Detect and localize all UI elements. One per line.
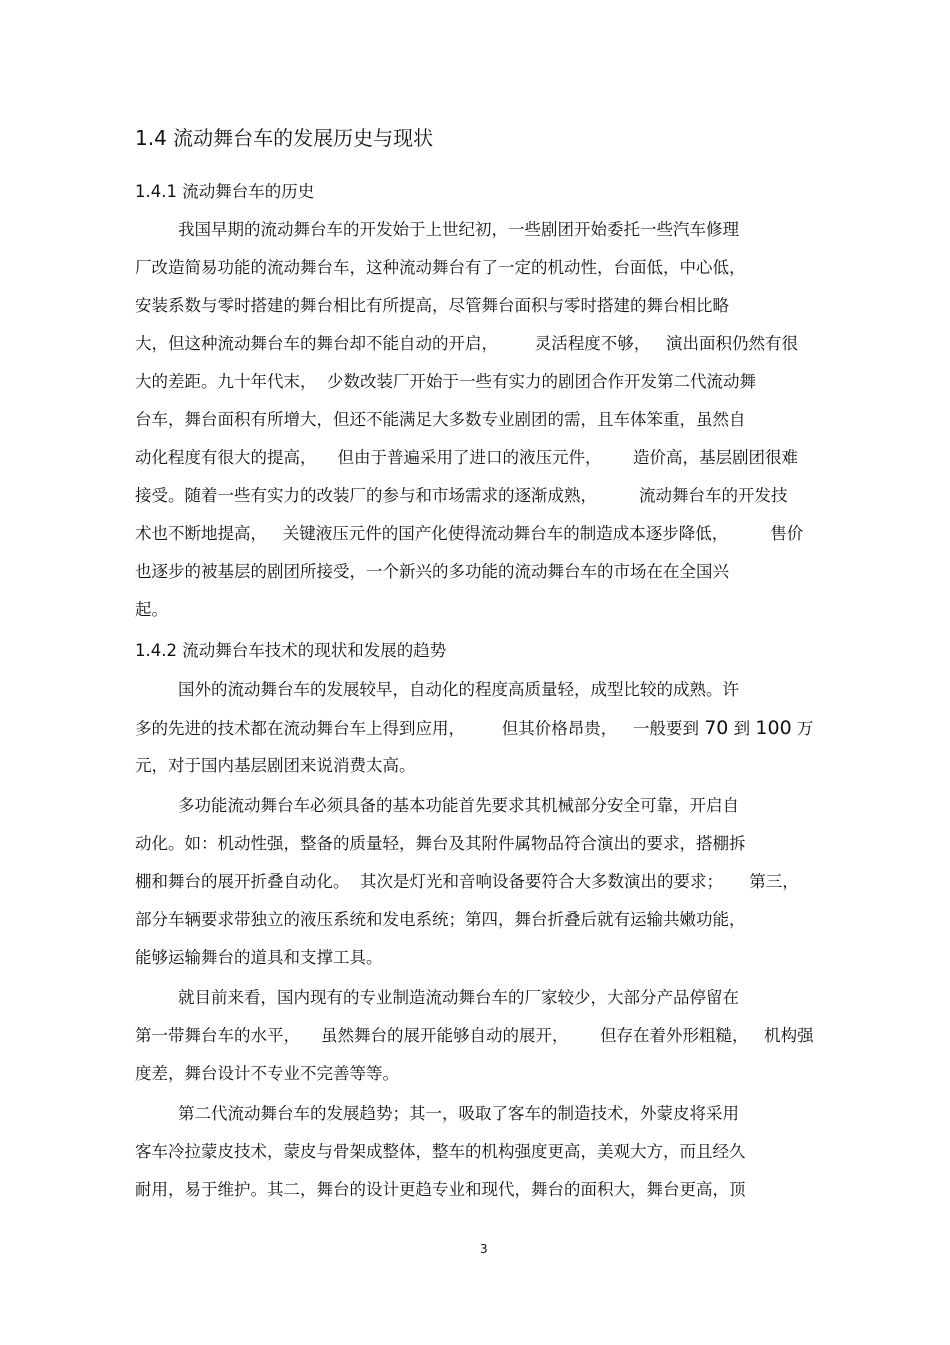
subsection-heading-status: 1.4.2 流动舞台车技术的现状和发展的趋势 [135, 641, 447, 660]
text-line: 也逐步的被基层的剧团所接受，一个新兴的多功能的流动舞台车的市场在在全国兴 [135, 562, 729, 581]
text-line: 大，但这种流动舞台车的舞台却不能自动的开启， 灵活程度不够， 演出面积仍然有很 [135, 334, 798, 353]
text-line: 厂改造简易功能的流动舞台车，这种流动舞台有了一定的机动性，台面低，中心低， [135, 258, 746, 277]
subsection-heading-history: 1.4.1 流动舞台车的历史 [135, 182, 315, 201]
text-line: 第二代流动舞台车的发展趋势；其一，吸取了客车的制造技术，外蒙皮将采用 [178, 1104, 739, 1123]
text-line: 起。 [135, 600, 168, 619]
text-line: 台车，舞台面积有所增大，但还不能满足大多数专业剧团的需，且车体笨重，虽然自 [135, 410, 746, 429]
text-line: 动化。如：机动性强，整备的质量轻，舞台及其附件属物品符合演出的要求，搭棚拆 [135, 834, 746, 853]
text-line: 大的差距。九十年代末， 少数改装厂开始于一些有实力的剧团合作开发第二代流动舞 [135, 372, 756, 391]
price-unit: 万 [791, 719, 814, 738]
price-low: 70 [704, 717, 729, 739]
page-number: 3 [480, 1242, 488, 1256]
text-line: 元，对于国内基层剧团来说消费太高。 [135, 756, 416, 775]
text-line: 多功能流动舞台车必须具备的基本功能首先要求其机械部分安全可靠，开启自 [178, 796, 739, 815]
text-line: 动化程度有很大的提高， 但由于普遍采用了进口的液压元件， 造价高，基层剧团很难 [135, 448, 798, 467]
text-line: 部分车辆要求带独立的液压系统和发电系统；第四，舞台折叠后就有运输共嫩功能， [135, 910, 746, 929]
text-line: 客车冷拉蒙皮技术，蒙皮与骨架成整体，整车的机构强度更高，美观大方，而且经久 [135, 1142, 746, 1161]
text-line: 术也不断地提高， 关键液压元件的国产化使得流动舞台车的制造成本逐步降低， 售价 [135, 524, 804, 543]
text-line: 棚和舞台的展开折叠自动化。 其次是灯光和音响设备要符合大多数演出的要求； 第三， [135, 872, 799, 891]
text-line: 能够运输舞台的道具和支撑工具。 [135, 948, 383, 967]
text-line: 就目前来看，国内现有的专业制造流动舞台车的厂家较少，大部分产品停留在 [178, 988, 739, 1007]
text-line: 第一带舞台车的水平， 虽然舞台的展开能够自动的展开， 但存在着外形粗糙， 机构强 [135, 1026, 814, 1045]
text-line: 度差，舞台设计不专业不完善等等。 [135, 1064, 399, 1083]
text-line [135, 716, 813, 741]
price-high: 100 [755, 717, 792, 739]
text-line: 安装系数与零时搭建的舞台相比有所提高，尽管舞台面积与零时搭建的舞台相比略 [135, 296, 729, 315]
text-segment: 多的先进的技术都在流动舞台车上得到应用， 但其价格昂贵， 一般要到 [135, 719, 705, 738]
section-heading: 1.4 流动舞台车的发展历史与现状 [135, 126, 434, 150]
text-line: 我国早期的流动舞台车的开发始于上世纪初，一些剧团开始委托一些汽车修理 [178, 220, 739, 239]
text-line: 国外的流动舞台车的发展较早，自动化的程度高质量轻，成型比较的成熟。许 [178, 680, 739, 699]
text-line: 耐用，易于维护。其二，舞台的设计更趋专业和现代，舞台的面积大，舞台更高，顶 [135, 1180, 746, 1199]
text-line: 接受。随着一些有实力的改装厂的参与和市场需求的逐渐成熟， 流动舞台车的开发技 [135, 486, 788, 505]
price-to: 到 [728, 719, 756, 738]
